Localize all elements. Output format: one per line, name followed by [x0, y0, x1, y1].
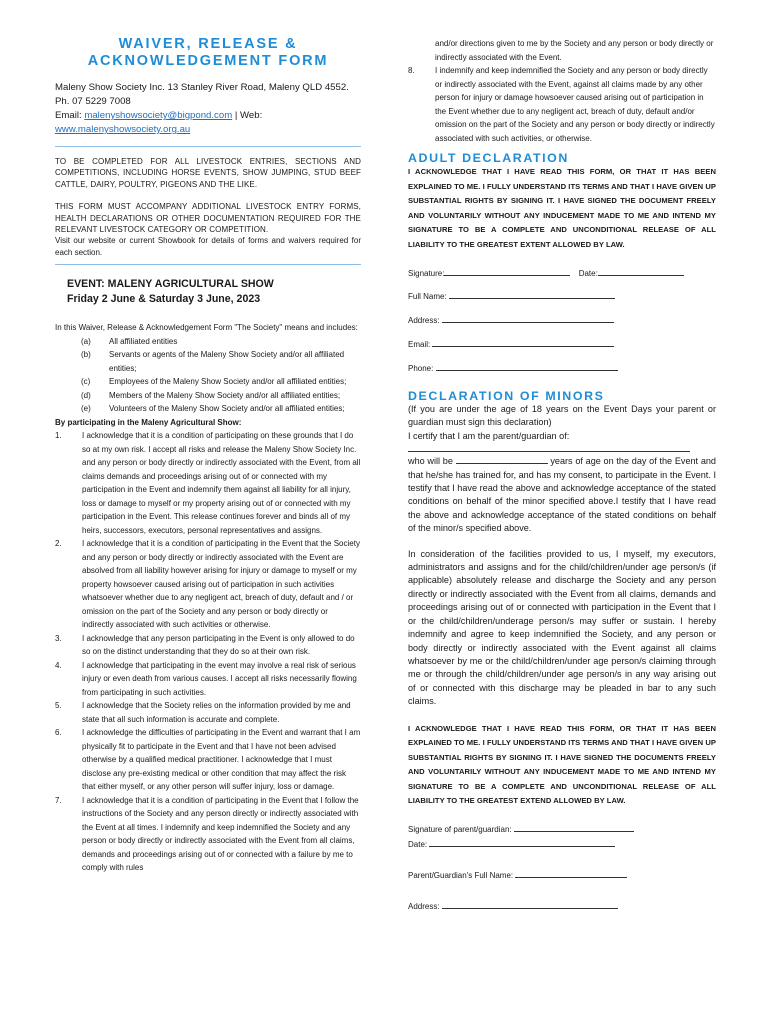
minors-age-statement: who will be years of age on the day of the Event and that he/she has trained for, and has my consent, to participate in the Event. I testify that I have read the above and acknowledge acceptance of the stated conditions on behalf of the minor specified above.I testify that I have read the above and acknowledge acceptance of the stated conditions on behalf of the minor/s specified above.: [408, 456, 716, 534]
email-row: [408, 338, 716, 350]
event-name: EVENT: MALENY AGRICULTURAL SHOW: [67, 278, 274, 291]
definition-item: (a) All affiliated entities: [81, 336, 178, 346]
clause-item: 6. I acknowledge the difficulties of participating in the Event and warrant that I am physically fit to participate in the Event and that I have not been advised otherwise by a qualified medical practitioner. I acknowledge that I must disclose any pre-existing medical or other condition that may affect the risk that either myself, or any other person will suffer injury, loss or damage.: [55, 728, 361, 792]
clause-item: 1. I acknowledge that it is a condition of participating on these grounds that I do so at my own risk. I accept all risks and release the Maleny Show Society Inc. and any person or body directly or indirectly associated with the Event, from all claims demands and proceedings arising out of or connected with my participation in the Event and indemnify them against all liability for all injury, loss or damage to myself or my property arising out of or connected with my participation in the Event. This release continues forever and binds all of my heirs, successors, executors, personal representatives and assigns.: [55, 431, 361, 535]
parent-date-field[interactable]: [429, 838, 615, 847]
parent-signature-label: Signature of parent/guardian:: [408, 824, 512, 834]
address-row: [408, 314, 716, 326]
email-label: Email:: [55, 110, 85, 121]
signature-field[interactable]: [444, 267, 570, 276]
definition-item: (b) Servants or agents of the Maleny Show Society and/or all affiliated entities;: [81, 350, 345, 373]
org-contact: [55, 81, 361, 137]
parent-address-label: Address:: [408, 901, 440, 911]
event-heading: [67, 277, 361, 307]
divider: [55, 146, 361, 147]
adult-declaration-heading: ADULT DECLARATION: [408, 151, 569, 165]
clauses-list: [55, 429, 361, 875]
date-field[interactable]: [598, 267, 684, 276]
phone-field[interactable]: [436, 362, 618, 371]
notice-documentation: THIS FORM MUST ACCOMPANY ADDITIONAL LIVESTOCK ENTRY FORMS, HEALTH DECLARATIONS OR OTHER DOCUMENTATION REQUIRED FOR THE RELEVANT LIVESTOCK CATEGORY OR COMPETITION.: [55, 202, 361, 235]
form-title-line1: WAIVER, RELEASE &: [118, 36, 298, 52]
definitions-intro: In this Waiver, Release & Acknowledgement Form "The Society" means and includes:: [55, 323, 358, 333]
clause-7-continued: and/or directions given to me by the Society and any person or body directly or indirectly associated with the Event.: [435, 39, 714, 62]
left-column: [55, 0, 361, 875]
parent-name-field[interactable]: [515, 869, 627, 878]
adult-acknowledgement: I ACKNOWLEDGE THAT I HAVE READ THIS FORM, OR THAT IT HAS BEEN EXPLAINED TO ME. I FULLY UNDERSTAND ITS TERMS AND THAT I HAVE GIVEN UP SUBSTANTIAL RIGHTS BY SIGNING IT. I HAVE SIGNED THE DOCUMENT FREELY AND VOLUNTARILY WITHOUT ANY INDUCEMENT MADE TO ME AND INTEND MY SIGNATURE TO BE A COMPLETE AND UNCONDITIONAL RELEASE OF ALL LIABILITY TO THE GREATEST EXTENT ALLOWED BY LAW.: [408, 167, 716, 249]
definition-item: (d) Members of the Maleny Show Society and/or all affiliated entities;: [81, 390, 341, 400]
email-field-label: Email:: [408, 340, 431, 349]
parent-date-label: Date:: [408, 839, 428, 849]
form-title-line2: ACKNOWLEDGEMENT FORM: [87, 53, 329, 69]
clause-item: 3. I acknowledge that any person participating in the Event is only allowed to do so on the distinct understanding that they do so at their own risk.: [55, 633, 355, 657]
clause-item: 2. I acknowledge that it is a condition of participating in the Event that the Society and any person or body directly or indirectly associated with the Event are absolved from all liability however arising for injury or damage to myself or my property howsoever caused arising out of participation in such activities whatsoever whether due to any negligent act, breach of duty, default and / or omission on the part of the Society and any person or body directly or indirectly associated with such activities or otherwise.: [55, 539, 360, 630]
divider: [55, 264, 361, 265]
signature-label: Signature:: [408, 269, 445, 278]
parent-name-label: Parent/Guardian's Full Name:: [408, 870, 514, 880]
clause-item: 8. I indemnify and keep indemnified the Society and any person or body directly or indirectly associated with the Event, against all claims made by any other person for injury or damage howsoever caused arising out of participation in the Event whether due to any negligent act, breach of duty, default and/or omission on the part of the Society and any person or body directly or indirectly associated with such activities, or otherwise.: [408, 66, 715, 143]
web-label: | Web:: [232, 110, 263, 121]
right-column: [408, 0, 716, 912]
org-address: Maleny Show Society Inc. 13 Stanley River Road, Maleny QLD 4552.: [55, 82, 349, 93]
fullname-field[interactable]: [449, 290, 615, 299]
minors-acknowledgement: I ACKNOWLEDGE THAT I HAVE READ THIS FORM, OR THAT IT HAS BEEN EXPLAINED TO ME. I FULLY UNDERSTAND ITS TERMS AND THAT I HAVE GIVEN UP SUBSTANTIAL RIGHTS BY SIGNING IT. I HAVE SIGNED THE DOCUMENTS FREELY AND VOLUNTARILY WITHOUT ANY INDUCEMENT MADE TO ME AND INTEND MY SIGNATURE TO BE A COMPLETE AND UNCONDITIONAL RELEASE OF ALL LIABILITY TO THE GREATEST EXTEND ALLOWED BY LAW.: [408, 723, 716, 806]
minors-declaration-heading: DECLARATION OF MINORS: [408, 389, 605, 403]
clause-item: 5. I acknowledge that the Society relies on the information provided by me and state that all such information is accurate and complete.: [55, 701, 351, 724]
fullname-row: [408, 290, 716, 302]
org-email-row: [55, 109, 361, 123]
minors-certify: I certify that I am the parent/guardian of:: [408, 430, 570, 441]
clause-item: 4. I acknowledge that participating in the event may involve a real risk of serious injury or even death from various causes. I accept all risks necessarily flowing from participating in such activities.: [55, 660, 357, 697]
parent-address-row: [408, 900, 716, 912]
org-phone: Ph. 07 5229 7008: [55, 96, 131, 107]
participating-heading: By participating in the Maleny Agricultural Show:: [55, 417, 242, 427]
date-label: Date:: [578, 269, 598, 278]
phone-row: [408, 362, 716, 374]
parent-signature-field[interactable]: [514, 823, 634, 832]
phone-label: Phone:: [408, 364, 434, 373]
minors-subtitle: (If you are under the age of 18 years on the Event Days your parent or guardian must sign this declaration): [408, 404, 716, 428]
signature-row: [408, 267, 716, 279]
parent-signature-row: [408, 823, 716, 835]
notice-livestock: TO BE COMPLETED FOR ALL LIVESTOCK ENTRIES, SECTIONS AND COMPETITIONS, INCLUDING HORSE EVENTS, SHOW JUMPING, STUD BEEF CATTLE, DAIRY, POULTRY, PIGEONS AND THE LIKE.: [55, 157, 361, 189]
fullname-label: Full Name:: [408, 292, 447, 301]
parent-address-field[interactable]: [442, 900, 618, 909]
definitions-list: [55, 335, 361, 416]
parent-date-row: [408, 838, 716, 850]
email-link[interactable]: malenyshowsociety@bigpond.com: [84, 110, 233, 121]
minor-age-field[interactable]: [456, 455, 548, 464]
definition-item: (c) Employees of the Maleny Show Society and/or all affiliated entities;: [81, 377, 347, 387]
notice-website: Visit our website or current Showbook for details of forms and waivers required for each section.: [55, 236, 361, 257]
parent-name-row: [408, 869, 716, 881]
minors-consideration: In consideration of the facilities provided to us, I myself, my executors, administrators and assigns and for the child/children/under age person/s (if applicable) absolutely release and discharge the Society and any person directly or indirectly associated with the Event from all claims, demands and proceedings arising out of or connected with participation in the Event that I or the child/children/underage person/s may suffer or sustain. I hereby indemnify and agree to keep indemnified the Society, and any person or body directly or indirectly associated with the Event against all claims whatsoever by me or the child/children/under age person/s claiming through me or through the child/children/under age person/s in any way arising out of or connected with this discharge may be pleaded in bar to any such claims.: [408, 548, 716, 707]
event-dates: Friday 2 June & Saturday 3 June, 2023: [67, 293, 261, 306]
minor-name-field[interactable]: [408, 451, 690, 452]
address-label: Address:: [408, 316, 440, 325]
website-link[interactable]: www.malenyshowsociety.org.au: [55, 124, 191, 135]
definition-item: (e) Volunteers of the Maleny Show Society and/or all affiliated entities;: [81, 404, 345, 414]
email-field[interactable]: [432, 338, 614, 347]
address-field[interactable]: [442, 314, 614, 323]
form-title: [55, 36, 361, 70]
clause-item: 7. I acknowledge that it is a condition of participating in the Event that I follow the instructions of the Society and any person directly or indirectly associated with the Event at all times. I indemnify and keep indemnified the Society and any person or body directly or indirectly associated with the Event from all claims, demands and proceedings arising out of or connected with a failure by me to comply with rules: [55, 795, 359, 873]
